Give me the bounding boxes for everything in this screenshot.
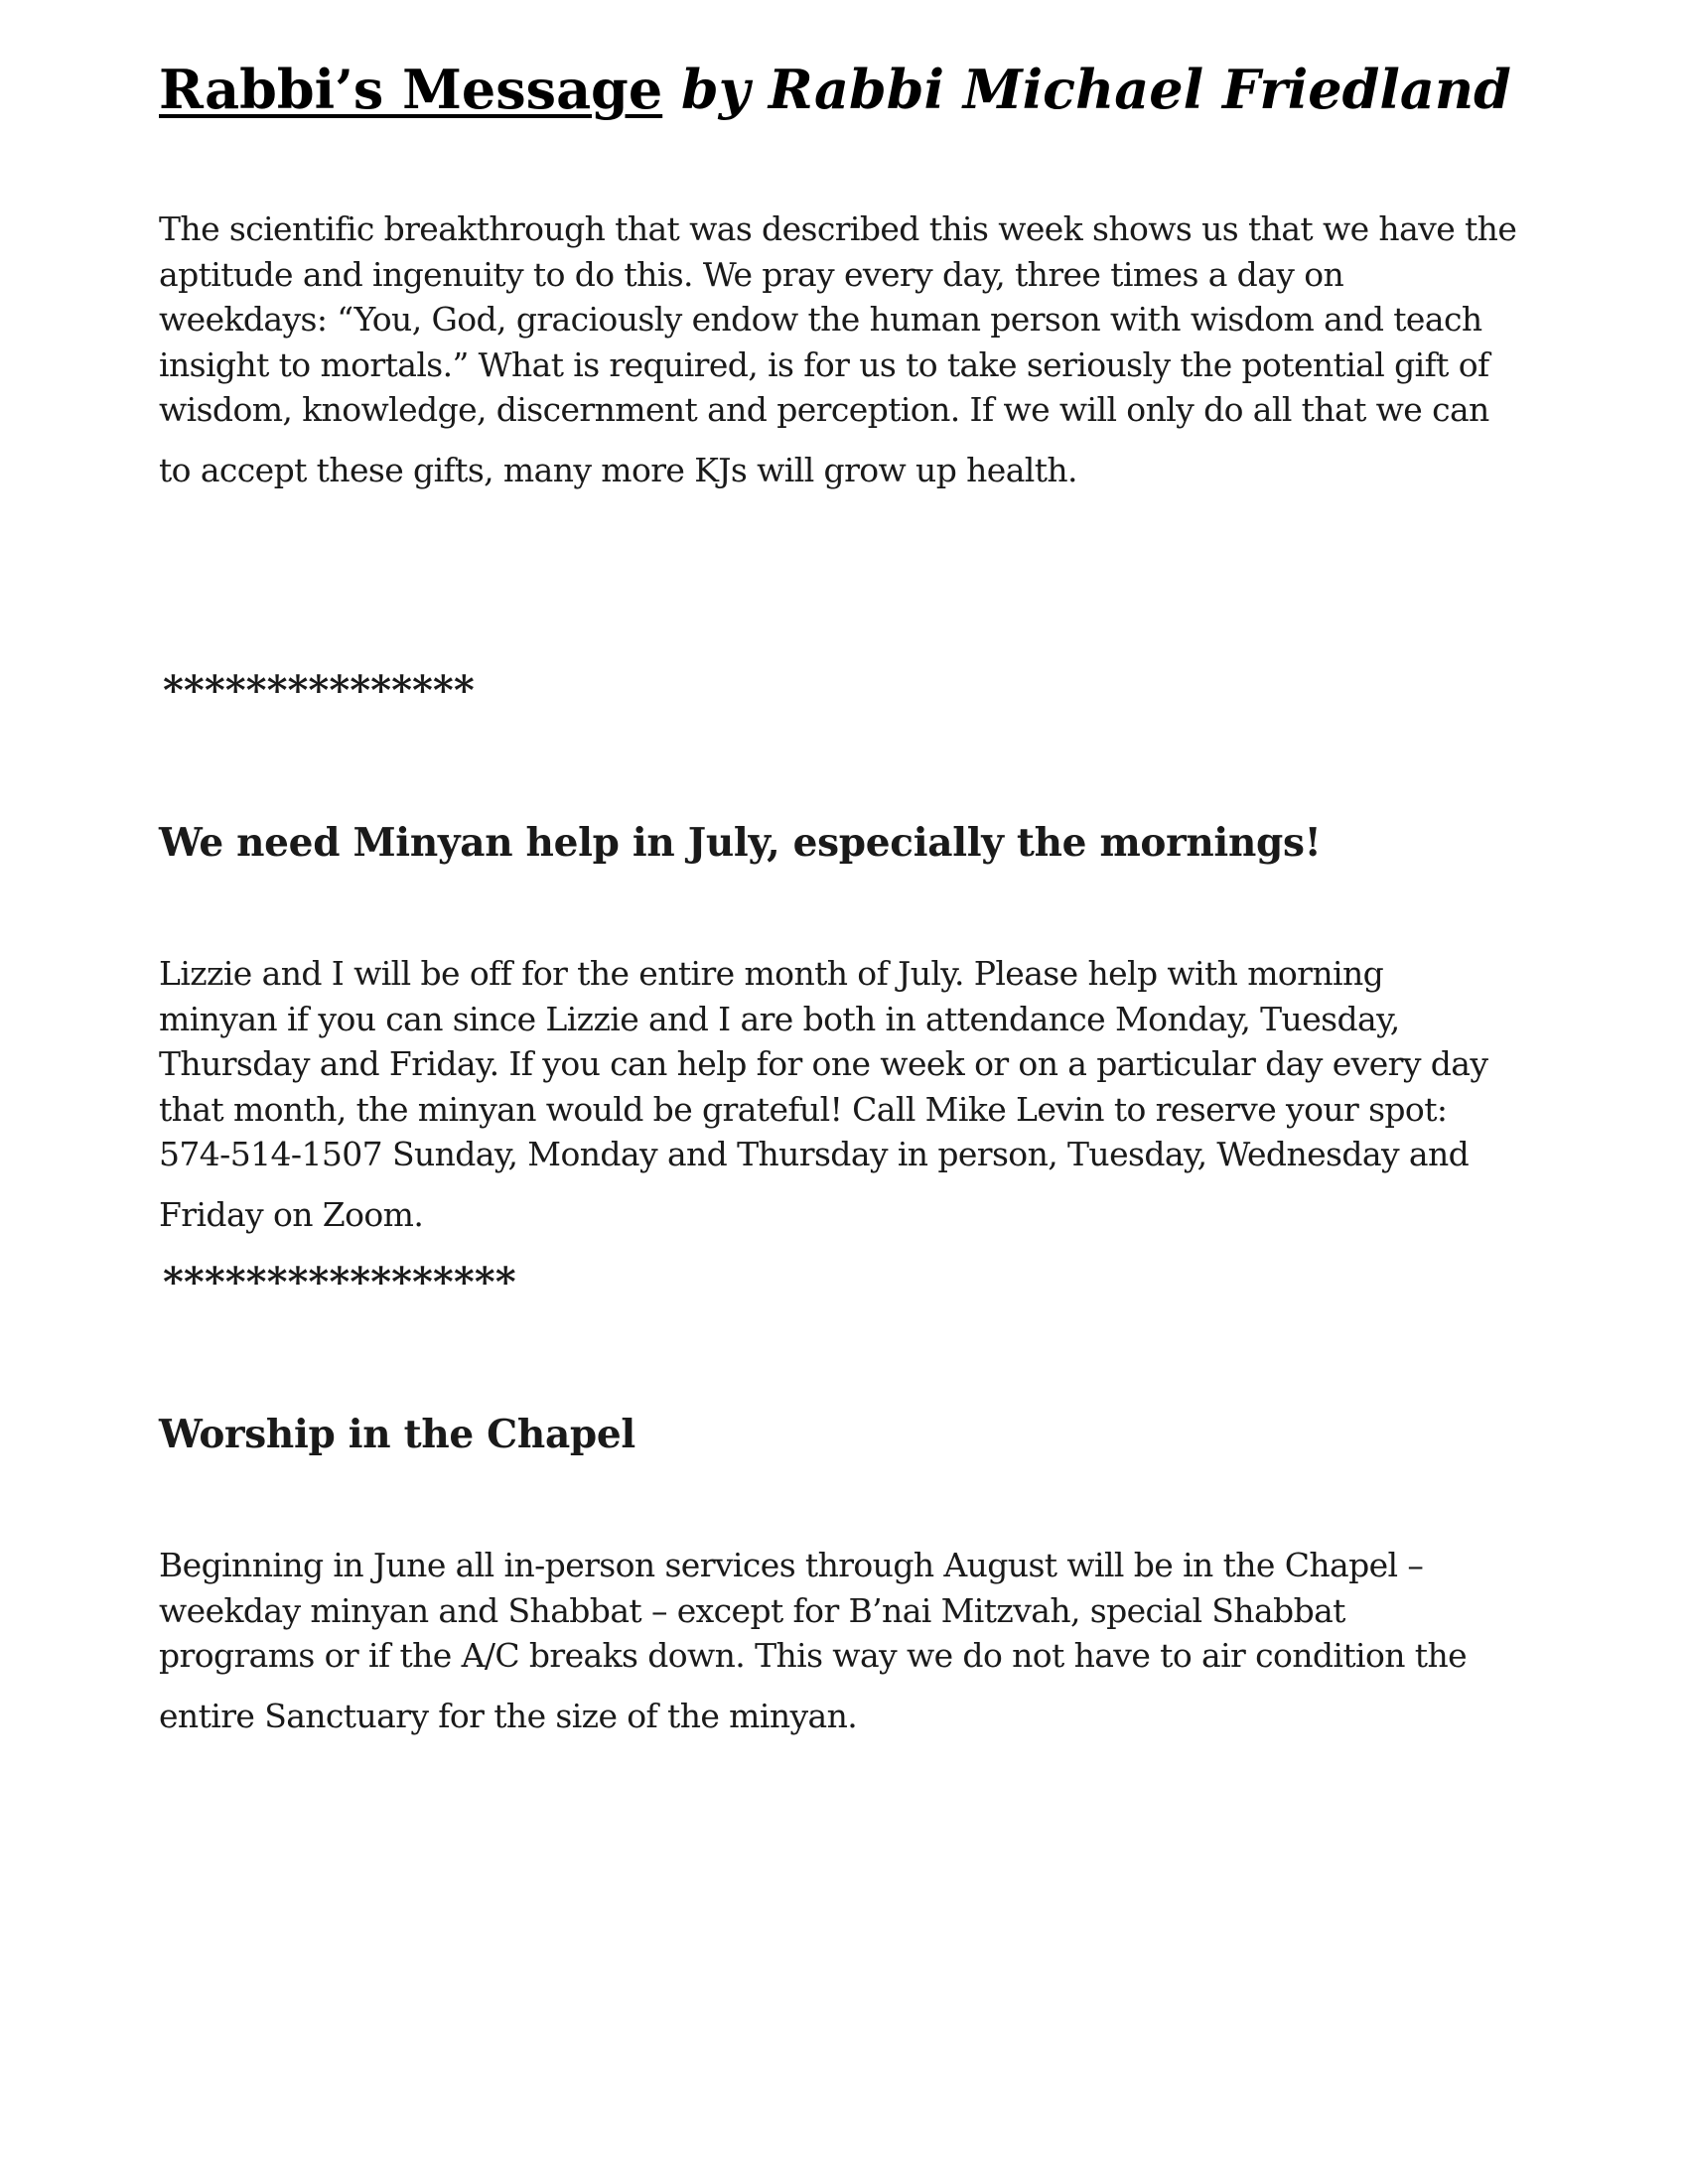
- paragraph-line: Friday on Zoom.: [159, 1194, 424, 1234]
- paragraph-line: weekdays: “You, God, graciously endow the human person with wisdom and teach: [159, 300, 1482, 339]
- paragraph-line: The scientific breakthrough that was described this week shows us that we have the: [159, 209, 1517, 248]
- paragraph-line: aptitude and ingenuity to do this. We pray every day, three times a day on: [159, 254, 1344, 294]
- paragraph-line: 574-514-1507 Sunday, Monday and Thursday in person, Tuesday, Wednesday and: [159, 1135, 1470, 1173]
- paragraph-line: that month, the minyan would be grateful! Call Mike Levin to reserve your spot:: [159, 1089, 1448, 1129]
- paragraph-line: entire Sanctuary for the size of the minyan.: [159, 1696, 858, 1735]
- paragraph-line: to accept these gifts, many more KJs will grow up health.: [159, 450, 1077, 489]
- paragraph-line: Thursday and Friday. If you can help for one week or on a particular day every day: [159, 1044, 1488, 1083]
- paragraph-line: wisdom, knowledge, discernment and perception. If we will only do all that we can: [159, 390, 1489, 429]
- section-divider: ***************: [163, 667, 475, 714]
- title-main: Rabbi’s Message: [159, 58, 663, 121]
- chapel-paragraph: [159, 1543, 1549, 1738]
- minyan-heading: We need Minyan help in July, especially the mornings!: [159, 820, 1322, 866]
- minyan-paragraph: [159, 951, 1549, 1237]
- paragraph-line: Lizzie and I will be off for the entire month of July. Please help with morning: [159, 954, 1384, 993]
- paragraph-line: weekday minyan and Shabbat – except for B’nai Mitzvah, special Shabbat: [159, 1590, 1345, 1630]
- rabbi-message-paragraph: [159, 206, 1549, 492]
- paragraph-line: insight to mortals.” What is required, is for us to take seriously the potential gift of: [159, 344, 1489, 384]
- chapel-heading: Worship in the Chapel: [159, 1412, 635, 1457]
- paragraph-line: Beginning in June all in-person services through August will be in the Chapel –: [159, 1546, 1424, 1584]
- section-divider: *****************: [163, 1259, 516, 1305]
- page-title: [159, 58, 1511, 121]
- paragraph-line: programs or if the A/C breaks down. This way we do not have to air condition the: [159, 1636, 1468, 1675]
- title-byline: by Rabbi Michael Friedland: [662, 58, 1511, 121]
- paragraph-line: minyan if you can since Lizzie and I are both in attendance Monday, Tuesday,: [159, 999, 1400, 1038]
